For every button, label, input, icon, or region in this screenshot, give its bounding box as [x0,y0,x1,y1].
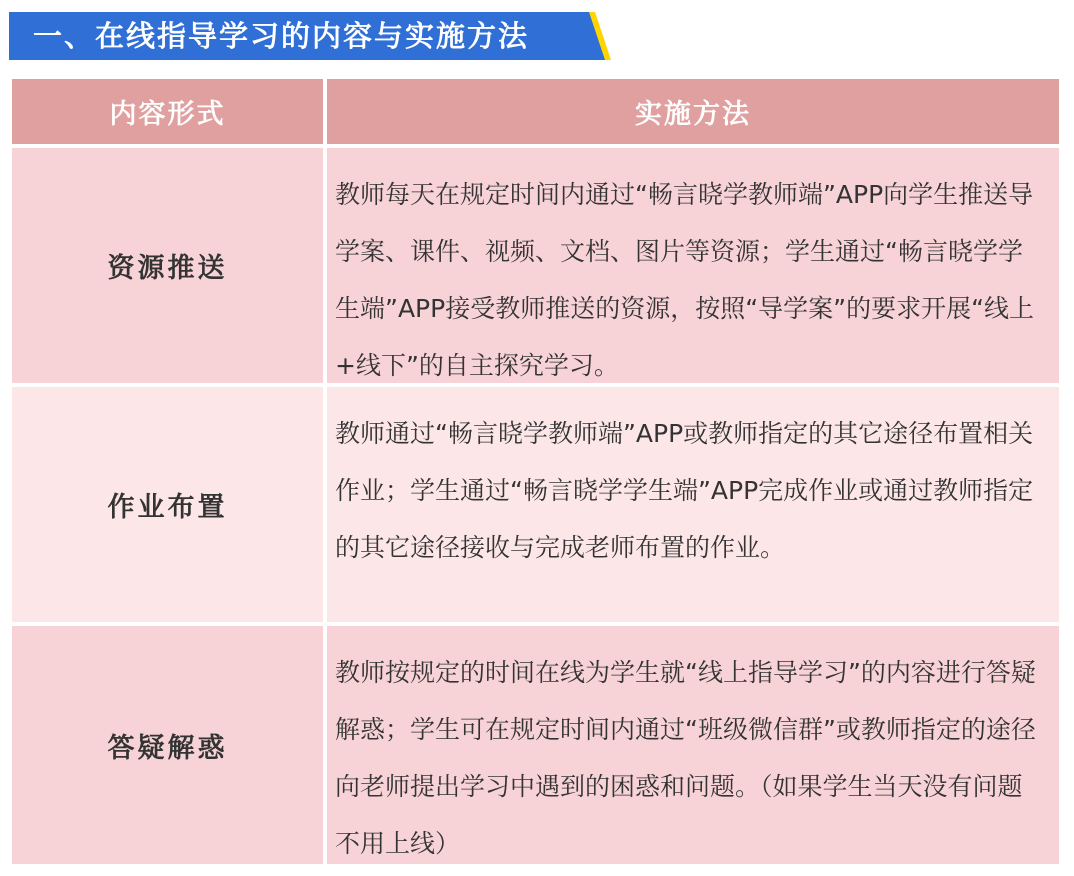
table-header-row [12,79,1059,144]
row-text: 教师通过“畅言晓学教师端”APP或教师指定的其它途径布置相关作业；学生通过“畅言晓学学生端”APP完成作业或通过教师指定的其它途径接收与完成老师布置的作业。 [335,419,1034,562]
header-label: 内容形式 [109,99,226,130]
header-label: 实施方法 [635,99,751,130]
row-label: 资源推送 [107,253,228,284]
row-text-cell [327,626,1059,864]
row-text: 教师按规定的时间在线为学生就“线上指导学习”的内容进行答疑解惑；学生可在规定时间内通过“班级微信群”或教师指定的途径向老师提出学习中遇到的困惑和问题。（如果学生当天没有问题不用上线） [335,658,1036,858]
row-text-cell [327,387,1059,622]
row-label: 答疑解惑 [107,732,228,764]
row-label-cell [12,148,323,383]
section-banner [9,12,611,60]
section-title: 一、在线指导学习的内容与实施方法 [33,19,530,53]
header-cell-method [327,79,1059,144]
row-label-cell [12,387,323,622]
table-row [12,626,1059,864]
table-row [12,148,1059,383]
header-cell-content-form [12,79,323,144]
row-label: 作业布置 [107,492,228,523]
row-label-cell [12,626,323,864]
row-text-cell [327,148,1059,383]
method-table [12,79,1059,864]
table-row [12,387,1059,622]
row-text: 教师每天在规定时间内通过“畅言晓学教师端”APP向学生推送导学案、课件、视频、文档、图片等资源；学生通过“畅言晓学学生端”APP接受教师推送的资源，按照“导学案”的要求开展“线上+线下”的自主探究学习。 [335,180,1035,380]
